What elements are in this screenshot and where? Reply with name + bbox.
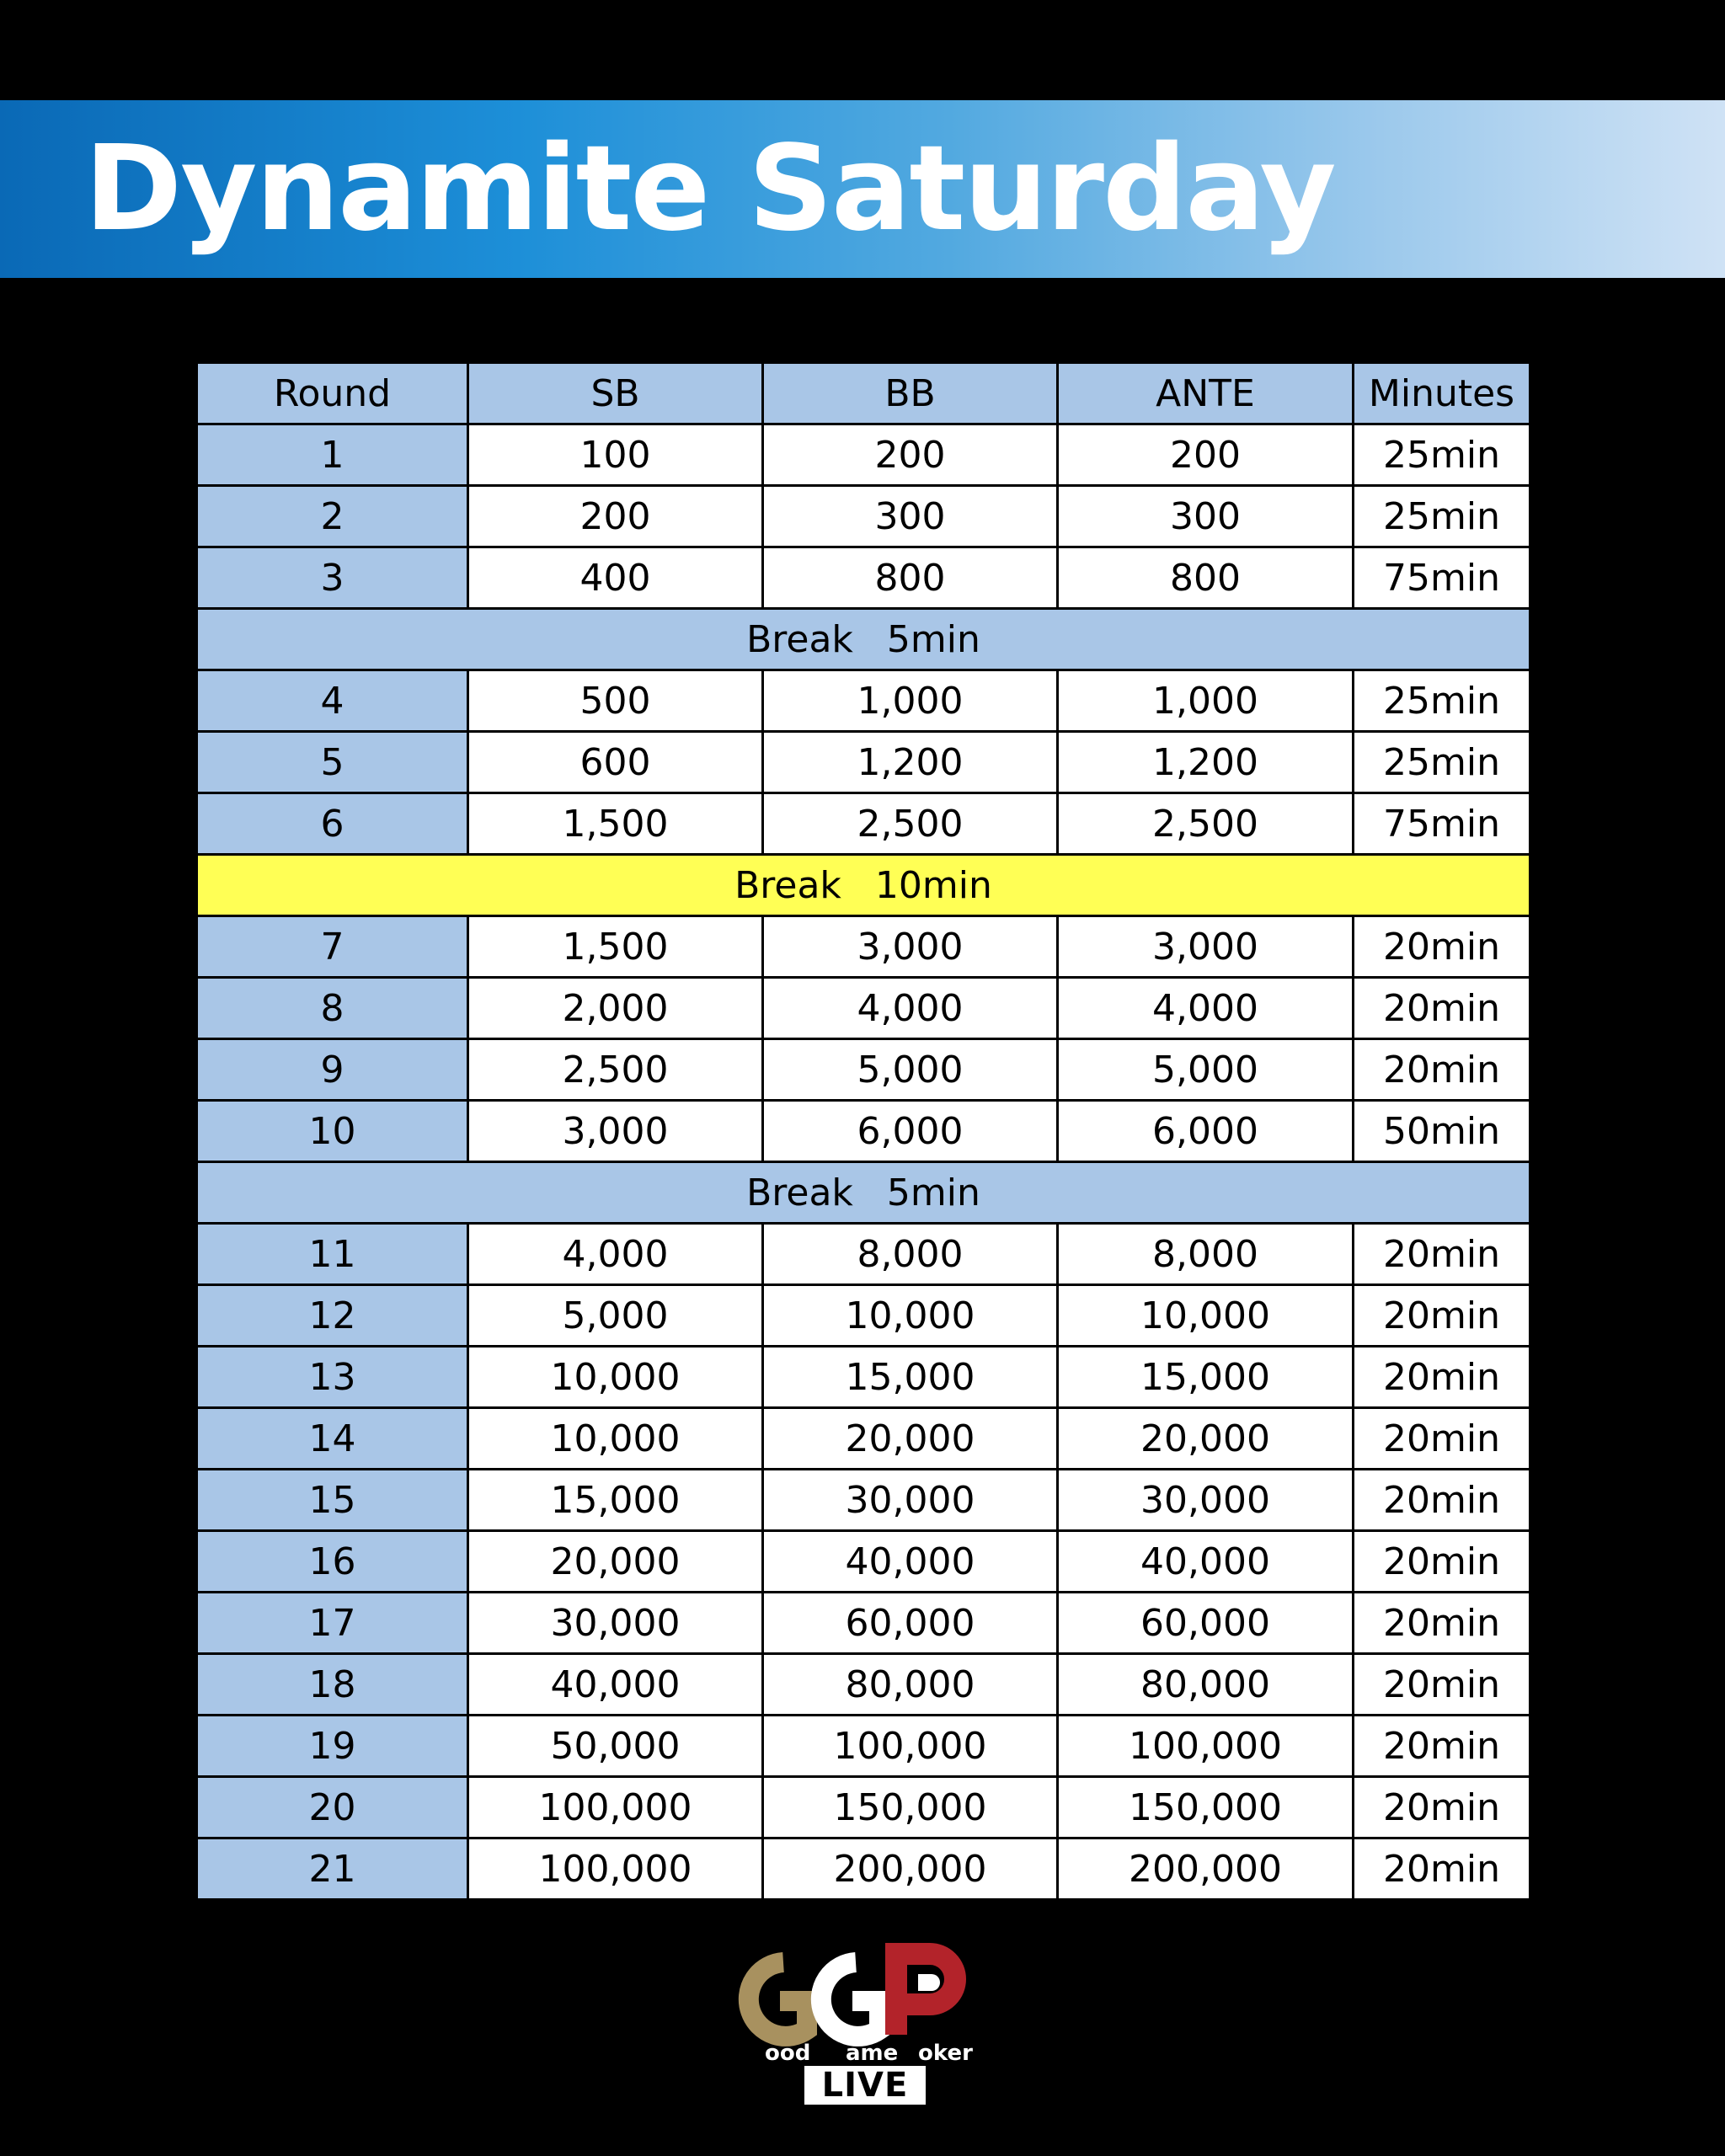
table-row xyxy=(197,1777,1530,1838)
ante-cell: 1,200 xyxy=(1058,732,1354,793)
table-row xyxy=(197,1285,1530,1347)
blind-structure-table xyxy=(195,361,1531,1901)
minutes-cell: 25min xyxy=(1354,486,1530,547)
break-label: Break xyxy=(746,617,853,661)
table-header-row xyxy=(197,363,1530,424)
break-duration: 5min xyxy=(886,617,980,661)
table-row xyxy=(197,793,1530,855)
minutes-cell: 20min xyxy=(1354,1654,1530,1716)
break-row xyxy=(197,609,1530,670)
minutes-cell: 25min xyxy=(1354,424,1530,486)
break-duration: 10min xyxy=(874,863,992,907)
ante-cell: 20,000 xyxy=(1058,1408,1354,1470)
bb-cell: 200,000 xyxy=(763,1838,1058,1900)
round-cell: 5 xyxy=(197,732,468,793)
round-cell: 7 xyxy=(197,916,468,978)
bb-cell: 40,000 xyxy=(763,1531,1058,1593)
column-header-sb: SB xyxy=(468,363,763,424)
bb-cell: 10,000 xyxy=(763,1285,1058,1347)
table-row xyxy=(197,1531,1530,1593)
round-cell: 21 xyxy=(197,1838,468,1900)
sb-cell: 2,500 xyxy=(468,1039,763,1101)
table-row xyxy=(197,1470,1530,1531)
sb-cell: 10,000 xyxy=(468,1347,763,1408)
minutes-cell: 50min xyxy=(1354,1101,1530,1162)
bb-cell: 80,000 xyxy=(763,1654,1058,1716)
logo-wordmark-oker: oker xyxy=(918,2041,973,2066)
break-label: Break xyxy=(746,1171,853,1214)
sb-cell: 5,000 xyxy=(468,1285,763,1347)
ante-cell: 10,000 xyxy=(1058,1285,1354,1347)
sb-cell: 50,000 xyxy=(468,1716,763,1777)
table-row xyxy=(197,424,1530,486)
column-header-ante: ANTE xyxy=(1058,363,1354,424)
minutes-cell: 20min xyxy=(1354,1777,1530,1838)
ante-cell: 150,000 xyxy=(1058,1777,1354,1838)
round-cell: 4 xyxy=(197,670,468,732)
sb-cell: 15,000 xyxy=(468,1470,763,1531)
bb-cell: 5,000 xyxy=(763,1039,1058,1101)
table-row xyxy=(197,978,1530,1039)
sb-cell: 100,000 xyxy=(468,1777,763,1838)
minutes-cell: 20min xyxy=(1354,1716,1530,1777)
bb-cell: 800 xyxy=(763,547,1058,609)
ante-cell: 30,000 xyxy=(1058,1470,1354,1531)
ante-cell: 3,000 xyxy=(1058,916,1354,978)
round-cell: 15 xyxy=(197,1470,468,1531)
minutes-cell: 20min xyxy=(1354,1838,1530,1900)
table-row xyxy=(197,916,1530,978)
break-cell xyxy=(197,609,1530,670)
bb-cell: 60,000 xyxy=(763,1593,1058,1654)
round-cell: 2 xyxy=(197,486,468,547)
blind-structure-table-container xyxy=(195,361,1529,1901)
bb-cell: 6,000 xyxy=(763,1101,1058,1162)
ante-cell: 8,000 xyxy=(1058,1224,1354,1285)
minutes-cell: 20min xyxy=(1354,1224,1530,1285)
bb-cell: 1,200 xyxy=(763,732,1058,793)
table-row xyxy=(197,732,1530,793)
ante-cell: 40,000 xyxy=(1058,1531,1354,1593)
ante-cell: 2,500 xyxy=(1058,793,1354,855)
table-row xyxy=(197,1408,1530,1470)
sb-cell: 30,000 xyxy=(468,1593,763,1654)
live-badge: LIVE xyxy=(804,2066,926,2105)
break-row xyxy=(197,1162,1530,1224)
break-cell xyxy=(197,1162,1530,1224)
table-row xyxy=(197,1654,1530,1716)
sb-cell: 100 xyxy=(468,424,763,486)
ggp-monogram-icon xyxy=(749,1954,955,2036)
sb-cell: 10,000 xyxy=(468,1408,763,1470)
ante-cell: 100,000 xyxy=(1058,1716,1354,1777)
minutes-cell: 20min xyxy=(1354,1408,1530,1470)
ante-cell: 800 xyxy=(1058,547,1354,609)
sb-cell: 20,000 xyxy=(468,1531,763,1593)
sb-cell: 200 xyxy=(468,486,763,547)
ante-cell: 15,000 xyxy=(1058,1347,1354,1408)
logo-wordmark-ame: ame xyxy=(846,2041,899,2066)
bb-cell: 8,000 xyxy=(763,1224,1058,1285)
ante-cell: 300 xyxy=(1058,486,1354,547)
title-banner xyxy=(0,100,1725,278)
round-cell: 9 xyxy=(197,1039,468,1101)
sb-cell: 1,500 xyxy=(468,793,763,855)
minutes-cell: 75min xyxy=(1354,547,1530,609)
round-cell: 12 xyxy=(197,1285,468,1347)
column-header-round: Round xyxy=(197,363,468,424)
round-cell: 13 xyxy=(197,1347,468,1408)
bb-cell: 15,000 xyxy=(763,1347,1058,1408)
ante-cell: 1,000 xyxy=(1058,670,1354,732)
break-label: Break xyxy=(734,863,841,907)
minutes-cell: 20min xyxy=(1354,1039,1530,1101)
bb-cell: 1,000 xyxy=(763,670,1058,732)
sb-cell: 600 xyxy=(468,732,763,793)
table-body xyxy=(197,424,1530,1900)
bb-cell: 2,500 xyxy=(763,793,1058,855)
ante-cell: 200 xyxy=(1058,424,1354,486)
round-cell: 16 xyxy=(197,1531,468,1593)
bb-cell: 100,000 xyxy=(763,1716,1058,1777)
minutes-cell: 25min xyxy=(1354,670,1530,732)
round-cell: 1 xyxy=(197,424,468,486)
table-row xyxy=(197,1101,1530,1162)
round-cell: 8 xyxy=(197,978,468,1039)
table-row xyxy=(197,547,1530,609)
minutes-cell: 20min xyxy=(1354,1285,1530,1347)
column-header-minutes: Minutes xyxy=(1354,363,1530,424)
bb-cell: 300 xyxy=(763,486,1058,547)
bb-cell: 20,000 xyxy=(763,1408,1058,1470)
column-header-bb: BB xyxy=(763,363,1058,424)
round-cell: 3 xyxy=(197,547,468,609)
sb-cell: 100,000 xyxy=(468,1838,763,1900)
ante-cell: 80,000 xyxy=(1058,1654,1354,1716)
minutes-cell: 75min xyxy=(1354,793,1530,855)
table-row xyxy=(197,670,1530,732)
break-duration: 5min xyxy=(886,1171,980,1214)
minutes-cell: 20min xyxy=(1354,1347,1530,1408)
table-row xyxy=(197,486,1530,547)
table-row xyxy=(197,1716,1530,1777)
sb-cell: 40,000 xyxy=(468,1654,763,1716)
sb-cell: 4,000 xyxy=(468,1224,763,1285)
sb-cell: 3,000 xyxy=(468,1101,763,1162)
round-cell: 11 xyxy=(197,1224,468,1285)
bb-cell: 30,000 xyxy=(763,1470,1058,1531)
ante-cell: 5,000 xyxy=(1058,1039,1354,1101)
minutes-cell: 25min xyxy=(1354,732,1530,793)
minutes-cell: 20min xyxy=(1354,916,1530,978)
sb-cell: 400 xyxy=(468,547,763,609)
round-cell: 14 xyxy=(197,1408,468,1470)
ante-cell: 6,000 xyxy=(1058,1101,1354,1162)
round-cell: 20 xyxy=(197,1777,468,1838)
break-row xyxy=(197,855,1530,916)
minutes-cell: 20min xyxy=(1354,1470,1530,1531)
sb-cell: 1,500 xyxy=(468,916,763,978)
bb-cell: 150,000 xyxy=(763,1777,1058,1838)
round-cell: 6 xyxy=(197,793,468,855)
page-title: Dynamite Saturday xyxy=(84,120,1335,258)
sb-cell: 500 xyxy=(468,670,763,732)
bb-cell: 3,000 xyxy=(763,916,1058,978)
table-row xyxy=(197,1593,1530,1654)
ante-cell: 4,000 xyxy=(1058,978,1354,1039)
ante-cell: 200,000 xyxy=(1058,1838,1354,1900)
minutes-cell: 20min xyxy=(1354,1593,1530,1654)
bb-cell: 4,000 xyxy=(763,978,1058,1039)
bb-cell: 200 xyxy=(763,424,1058,486)
table-row xyxy=(197,1039,1530,1101)
table-row xyxy=(197,1347,1530,1408)
minutes-cell: 20min xyxy=(1354,1531,1530,1593)
break-cell xyxy=(197,855,1530,916)
minutes-cell: 20min xyxy=(1354,978,1530,1039)
table-row xyxy=(197,1838,1530,1900)
ante-cell: 60,000 xyxy=(1058,1593,1354,1654)
round-cell: 19 xyxy=(197,1716,468,1777)
round-cell: 10 xyxy=(197,1101,468,1162)
logo-wordmark-ood: ood xyxy=(765,2041,811,2066)
round-cell: 18 xyxy=(197,1654,468,1716)
sb-cell: 2,000 xyxy=(468,978,763,1039)
round-cell: 17 xyxy=(197,1593,468,1654)
table-row xyxy=(197,1224,1530,1285)
